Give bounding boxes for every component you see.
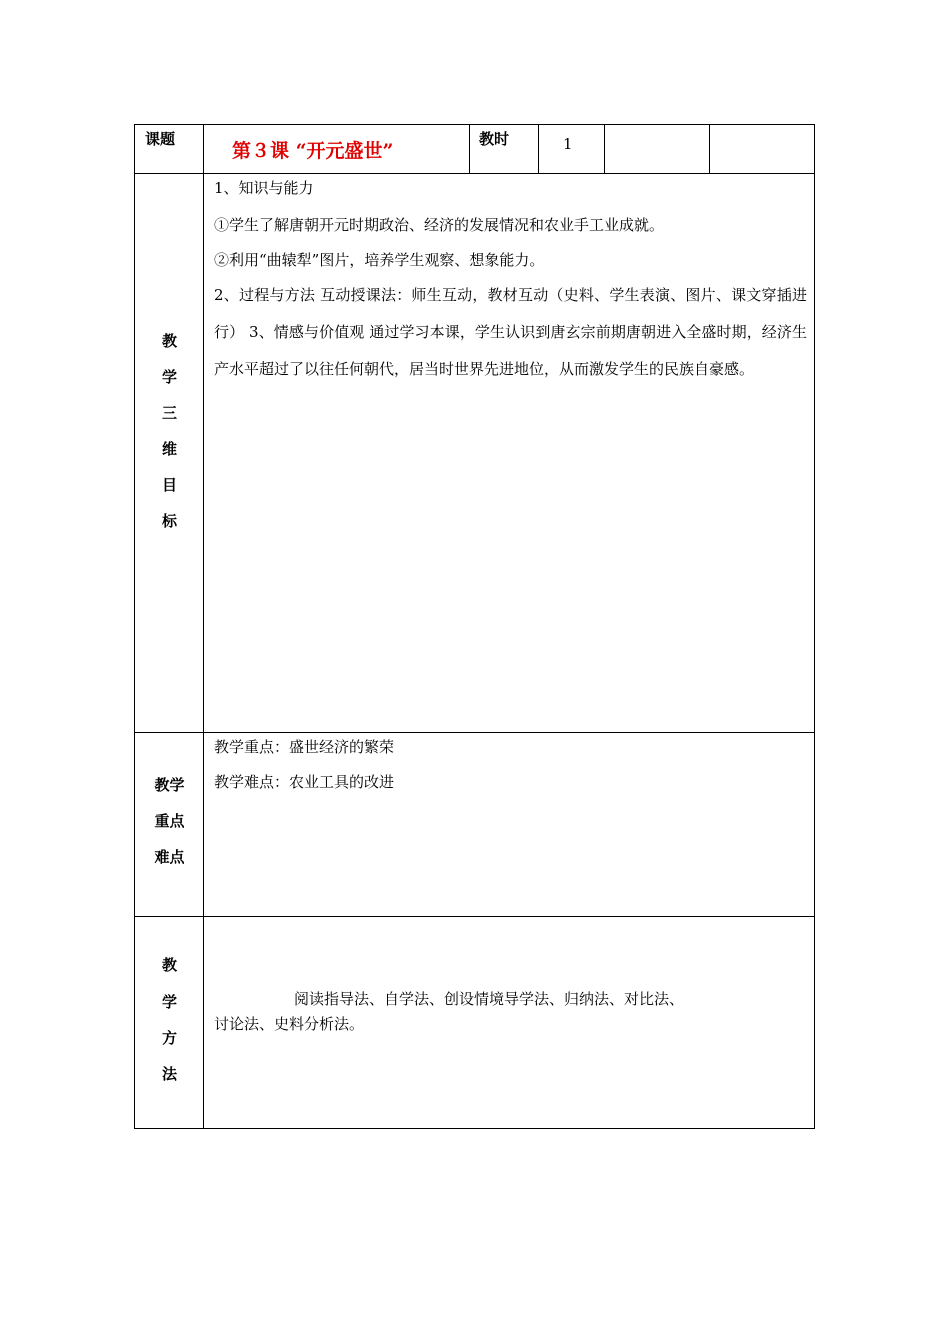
- table-right-border: [814, 124, 815, 1129]
- key-focus-text: 教学重点：盛世经济的繁荣: [214, 738, 395, 756]
- row-divider-2: [134, 732, 815, 733]
- objectives-label-char: 学: [161, 368, 177, 386]
- table-top-border: [134, 124, 815, 125]
- objectives-label-char: 目: [161, 476, 177, 494]
- lesson-title: 第３课 “开元盛世”: [232, 140, 394, 162]
- key-points-label-line: 教学: [154, 776, 185, 794]
- methods-label-char: 学: [161, 993, 177, 1011]
- key-difficulty-text: 教学难点：农业工具的改进: [214, 773, 395, 791]
- row-divider-1: [134, 173, 815, 174]
- objective-paragraph: 2、过程与方法 互动授课法：师生互动，教材互动（史料、学生表演、图片、课文穿插进行） 3、情感与价值观 通过学习本课，学生认识到唐玄宗前期唐朝进入全盛时期，经济生产水平超过了以往任何朝代，居当时世界先进地位，从而激发学生的民族自豪感。: [214, 286, 807, 378]
- methods-label-char: 方: [161, 1029, 177, 1047]
- methods-label-char: 教: [161, 956, 177, 974]
- methods-label: [135, 954, 204, 1084]
- methods-line-2: 讨论法、史料分析法。: [214, 1015, 365, 1033]
- lesson-label: 课题: [145, 130, 176, 148]
- header-divider-1: [469, 124, 470, 174]
- key-points-label-line: 重点: [154, 812, 185, 830]
- methods-line-1: 阅读指导法、自学法、创设情境导学法、归纳法、对比法、: [294, 990, 685, 1008]
- header-divider-4: [709, 124, 710, 174]
- objective-line-3: ②利用“曲辕犁”图片，培养学生观察、想象能力。: [214, 251, 545, 269]
- period-label: 教时: [479, 130, 510, 148]
- header-divider-3: [604, 124, 605, 174]
- objectives-label: [135, 330, 204, 530]
- row-divider-3: [134, 916, 815, 917]
- key-points-label-line: 难点: [154, 848, 185, 866]
- objective-line-1: 1、知识与能力: [214, 179, 314, 197]
- methods-label-char: 法: [161, 1065, 177, 1083]
- objectives-label-char: 维: [161, 440, 177, 458]
- objectives-label-char: 三: [161, 404, 177, 422]
- table-bottom-border: [134, 1128, 815, 1129]
- objective-line-2: ①学生了解唐朝开元时期政治、经济的发展情况和农业手工业成就。: [214, 216, 665, 234]
- objectives-label-char: 教: [161, 332, 177, 350]
- header-divider-2: [538, 124, 539, 174]
- period-value: 1: [563, 135, 573, 153]
- key-points-label: [135, 774, 204, 874]
- objectives-label-char: 标: [161, 512, 177, 530]
